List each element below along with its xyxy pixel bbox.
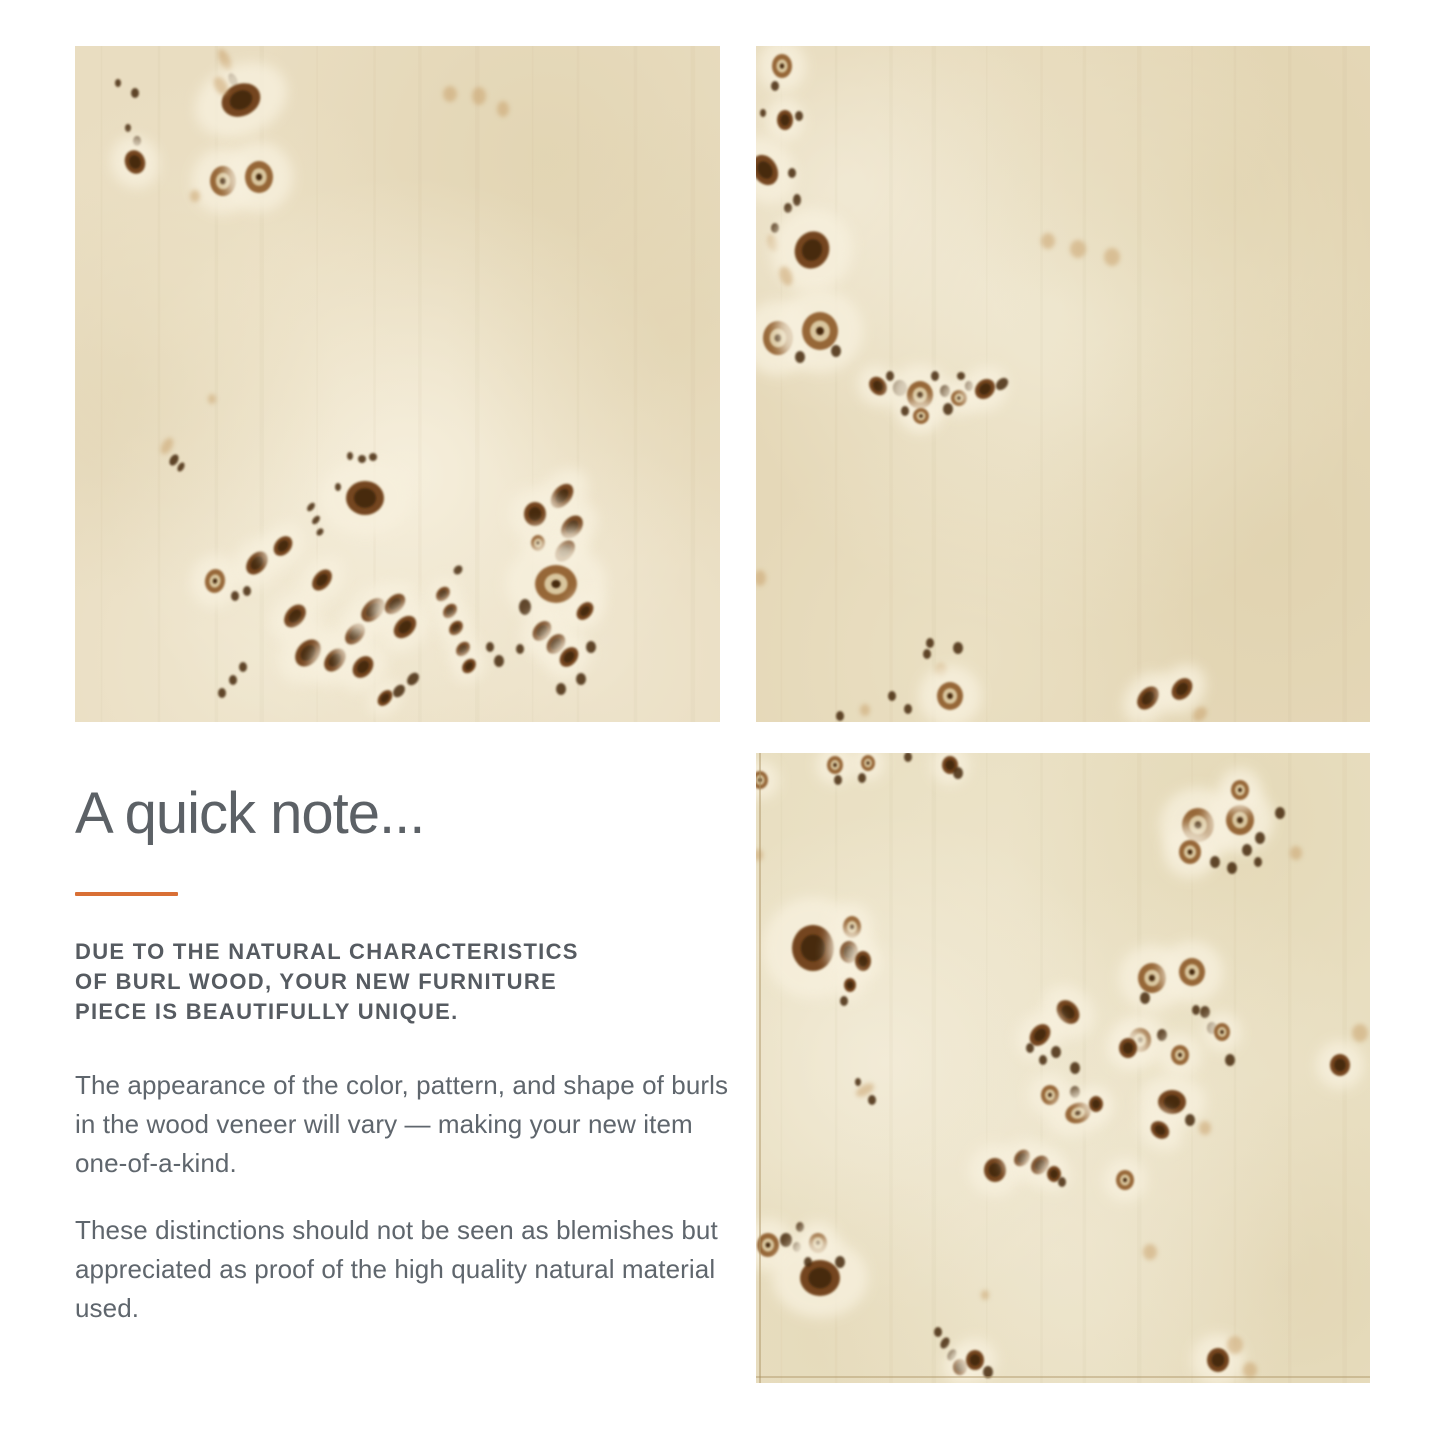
orange-divider xyxy=(75,892,178,896)
burl-wood-photo-top-left-svg xyxy=(75,46,720,722)
note-paragraph-1: The appearance of the color, pattern, and shape of burls in the wood veneer will vary — making your new item one-of-a-kind. xyxy=(75,1070,729,1178)
note-heading xyxy=(75,937,737,1027)
burl-wood-photo-top-left xyxy=(75,46,720,722)
note-heading-line-3: PIECE IS BEAUTIFULLY UNIQUE. xyxy=(75,999,459,1024)
burl-wood-photo-bottom-right-svg xyxy=(756,753,1370,1383)
burl-wood-photo-bottom-right xyxy=(756,753,1370,1383)
note-paragraph-2: These distinctions should not be seen as blemishes but appreciated as proof of the high quality natural material used. xyxy=(75,1215,718,1323)
note-title: A quick note... xyxy=(75,781,425,846)
note-heading-line-2: OF BURL WOOD, YOUR NEW FURNITURE xyxy=(75,969,557,994)
burl-wood-photo-top-right xyxy=(756,46,1370,722)
burl-wood-photo-top-right-svg xyxy=(756,46,1370,722)
note-heading-line-1: DUE TO THE NATURAL CHARACTERISTICS xyxy=(75,939,579,964)
quick-note-block xyxy=(75,783,737,1328)
